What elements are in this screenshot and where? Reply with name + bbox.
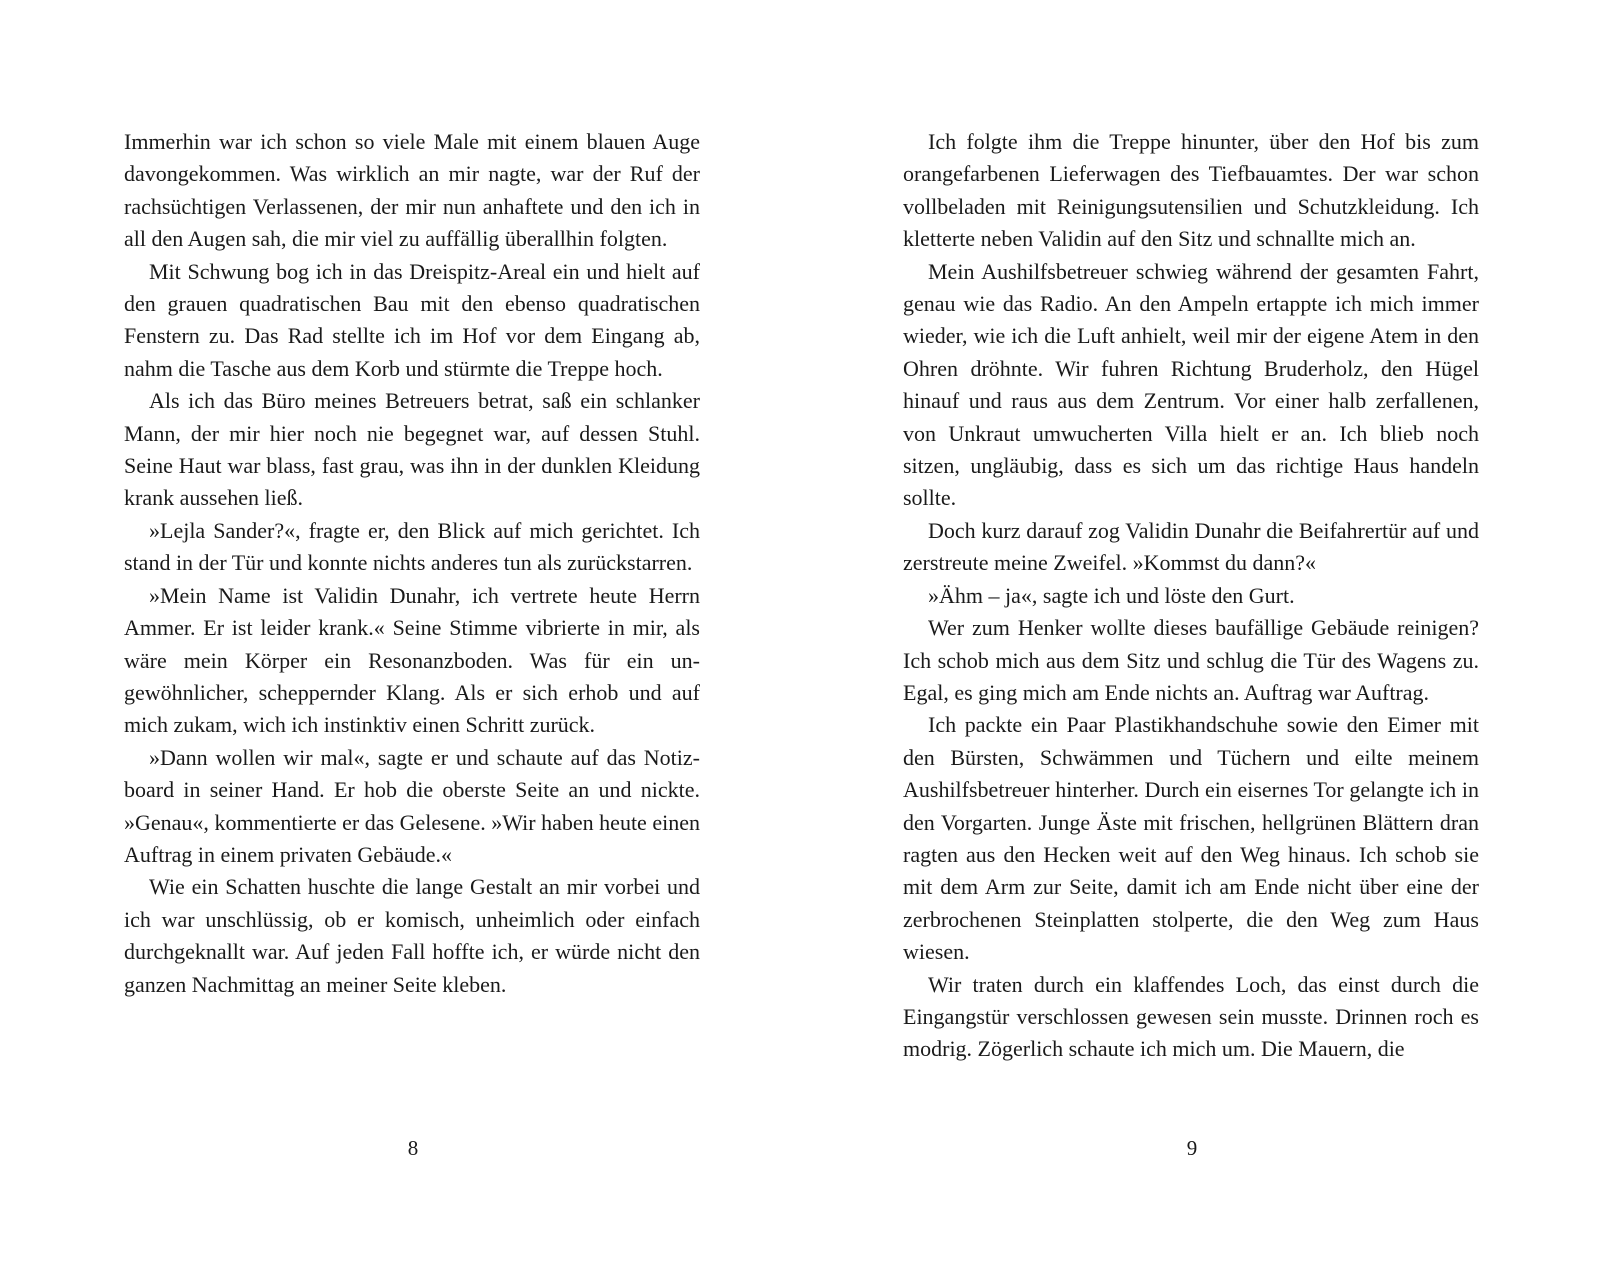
right-paragraph-6: Ich packte ein Paar Plastikhandschuhe sowie den Eimer mit den Bürsten, Schwämmen und Tüchern und eilte meinem Aushilfsbetreuer hinterher. Durch ein eisernes Tor gelangte ich in den Vorgarten. Junge Äste mit frischen, hellgrünen Blättern dran ragten aus den Hecken weit auf den Weg hinaus. Ich schob sie mit dem Arm zur Seite, damit ich am Ende nicht über eine der zerbrochenen Steinplatten stolperte, die den Weg zum Haus wiesen. — [903, 712, 1479, 965]
left-paragraph-3: Als ich das Büro meines Betreuers betrat, saß ein schlanker Mann, der mir hier noch nie begegnet war, auf dessen Stuhl. Seine Haut war blass, fast grau, was ihn in der dunklen Kleidung krank aussehen ließ. — [124, 388, 700, 511]
left-page — [124, 126, 700, 1001]
right-paragraph-4: »Ähm – ja«, sagte ich und löste den Gurt. — [928, 582, 1295, 608]
page-number-right: 9 — [1186, 1136, 1198, 1160]
right-paragraph-1: Ich folgte ihm die Treppe hinunter, über den Hof bis zum orangefarbenen Lieferwagen des Tiefbauamtes. Der war schon vollbeladen mit Reinigungsutensilien und Schutzkleidung. Ich kletterte neben Validin auf den Sitz und schnallte mich an. — [903, 129, 1479, 252]
left-paragraph-1: Immerhin war ich schon so viele Male mit einem blauen Auge davongekommen. Was wirklich an mir nagte, war der Ruf der rachsüchtigen Verlassenen, der mir nun anhaftete und den ich in all den Augen sah, die mir viel zu auffällig überallhin folgten. — [124, 129, 700, 252]
right-page — [903, 126, 1479, 1066]
page-number-left: 8 — [407, 1136, 419, 1160]
left-paragraph-4: »Lejla Sander?«, fragte er, den Blick auf mich gerichtet. Ich stand in der Tür und konnte nichts anderes tun als zurückstarren. — [124, 517, 700, 576]
left-paragraph-5: »Mein Name ist Validin Dunahr, ich vertrete heute Herrn Ammer. Er ist leider krank.« Seine Stimme vibrierte in mir, als wäre mein Körper ein Resonanzboden. Was für ein ungewöhnlicher, scheppernder Klang. Als er sich erhob und auf mich zukam, wich ich instinktiv einen Schritt zurück. — [124, 582, 700, 738]
right-paragraph-3: Doch kurz darauf zog Validin Dunahr die Beifahrertür auf und zerstreute meine Zweifel. »Kommst du dann?« — [903, 517, 1479, 576]
right-paragraph-7: Wir traten durch ein klaffendes Loch, das einst durch die Eingangstür verschlossen gewesen sein musste. Drinnen roch es modrig. Zögerlich schaute ich mich um. Die Mauern, die — [903, 971, 1479, 1062]
right-paragraph-2: Mein Aushilfsbetreuer schwieg während der gesamten Fahrt, genau wie das Radio. An den Ampeln ertappte ich mich immer wieder, wie ich die Luft anhielt, weil mir der eigene Atem in den Ohren dröhnte. Wir fuhren Richtung Bruderholz, den Hügel hinauf und raus aus dem Zentrum. Vor einer halb zerfallenen, von Unkraut umwucherten Villa hielt er an. Ich blieb noch sitzen, ungläubig, dass es sich um das richtige Haus handeln sollte. — [903, 258, 1479, 511]
left-paragraph-7: Wie ein Schatten huschte die lange Gestalt an mir vorbei und ich war unschlüssig, ob er komisch, unheimlich oder einfach durchgeknallt war. Auf jeden Fall hoffte ich, er würde nicht den ganzen Nachmittag an meiner Seite kleben. — [124, 874, 700, 997]
left-paragraph-2: Mit Schwung bog ich in das Dreispitz-Areal ein und hielt auf den grauen quadratischen Bau mit den ebenso quadratischen Fenstern zu. Das Rad stellte ich im Hof vor dem Eingang ab, nahm die Tasche aus dem Korb und stürmte die Treppe hoch. — [124, 258, 700, 381]
left-paragraph-6: »Dann wollen wir mal«, sagte er und schaute auf das Notizboard in seiner Hand. Er hob die oberste Seite an und nickte. »Genau«, kommentierte er das Gelesene. »Wir haben heute einen Auftrag in einem privaten Gebäude.« — [124, 744, 700, 867]
right-paragraph-5: Wer zum Henker wollte dieses baufällige Gebäude reinigen? Ich schob mich aus dem Sitz und schlug die Tür des Wagens zu. Egal, es ging mich am Ende nichts an. Auftrag war Auftrag. — [903, 615, 1479, 705]
